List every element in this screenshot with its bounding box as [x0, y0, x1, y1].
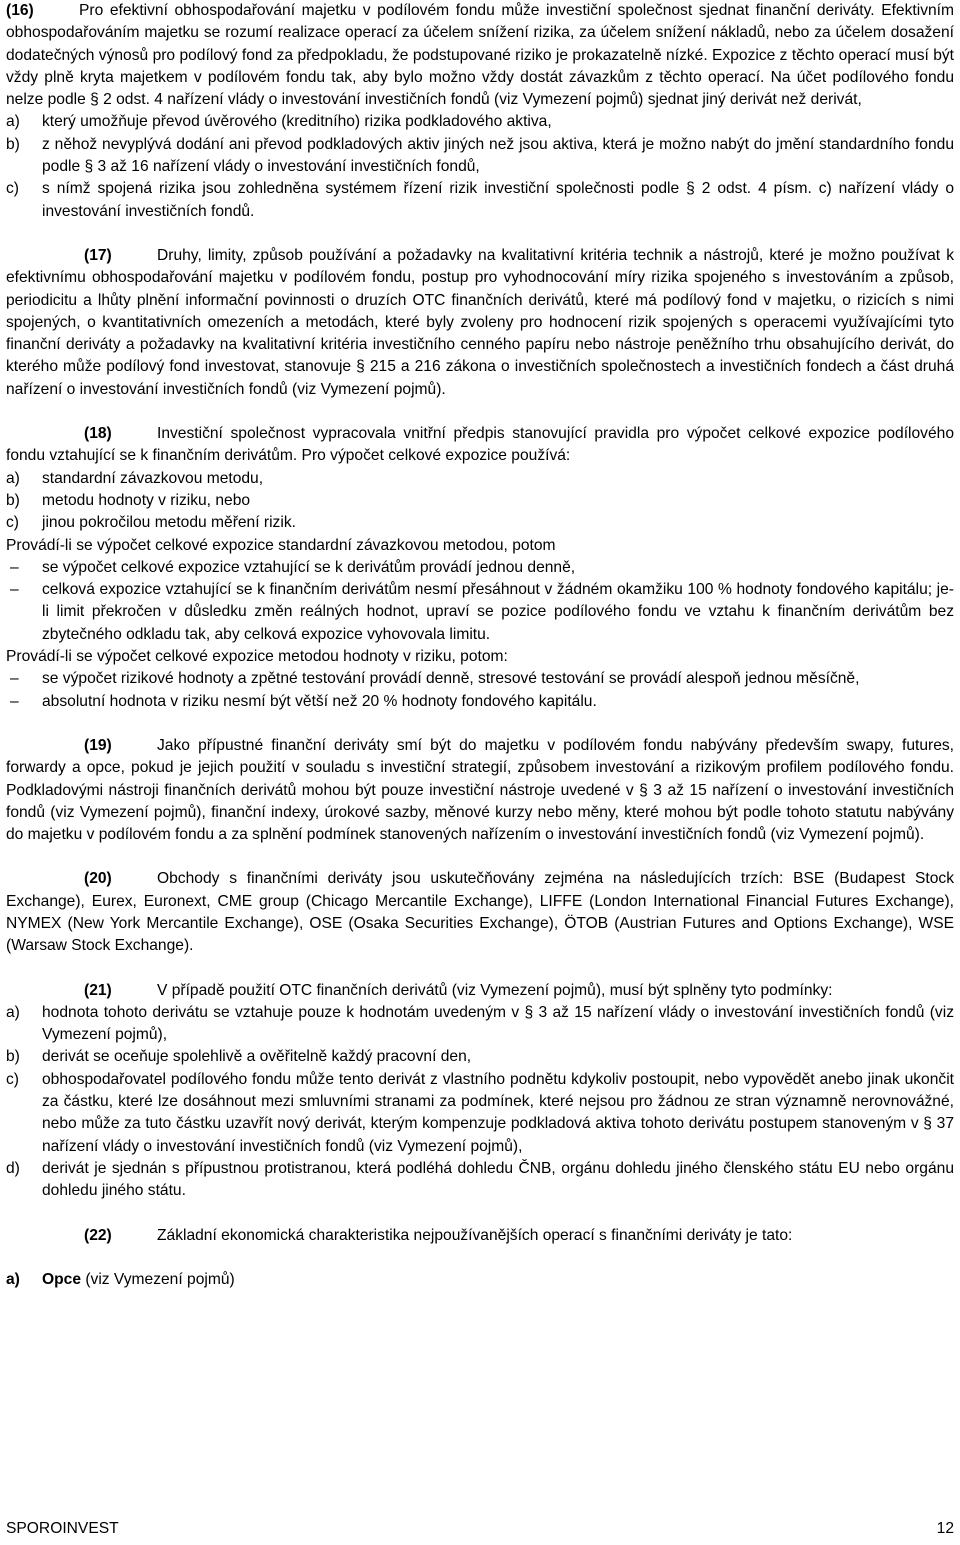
list-item: d) derivát je sjednán s přípustnou protistranou, která podléhá dohledu ČNB, orgánu dohledu jiného členského státu EU nebo orgánu dohledu jiného státu. [6, 1159, 954, 1200]
list-item: c) s nímž spojená rizika jsou zohledněna systémem řízení rizik investiční společnosti podle § 2 odst. 4 písm. c) nařízení vlády o investování investičních fondů. [6, 180, 954, 220]
paragraph-number: (19) [84, 736, 112, 754]
page-footer [6, 1518, 954, 1540]
paragraph-text: Pro efektivní obhospodařování majetku v podílovém fondu může investiční společnost sjednat finanční deriváty. Efektivním obhospodařováním majetku se rozumí realizace operací za účelem snížení rizika, za účelem snížení nákladů, nebo za účelem dosažení dodatečných výnosů pro podílový fond za předpokladu, že podstupované riziko je prokazatelně nízké. Expozice z těchto operací musí být vždy plně kryta majetkem v podílovém fondu tak, aby bylo možno vždy dostát závazkům z těchto operací. Na účet podílového fondu nelze podle § 2 odst. 4 nařízení vlády o investování investičních fondů (viz Vymezení pojmů) sjednat jiný derivát než derivát, [6, 2, 954, 109]
paragraph-number: (20) [84, 870, 112, 888]
footer-company: SPOROINVEST [6, 1520, 119, 1537]
paragraph-text: Druhy, limity, způsob používání a požadavky na kvalitativní kritéria technik a nástrojů, které je možno používat k efektivnímu obhospodařování majetku v podílovém fondu, postup pro vyhodnocování míry rizika spojeného s investováním a způsob, periodicitu a lhůty plnění informační povinnosti o druzích OTC finančních derivátů, které má podílový fond v majetku, o rizicích s nimi spojených, o kvantitativních omezeních a metodách, které byly zvoleny pro hodnocení rizik spojených s operacemi využívajícími tyto finanční deriváty a požadavky na kvalitativní kritéria investičního cenného papíru nebo nástroje peněžního trhu obsahujícího derivát, do kterého může podílový fond investovat, stanovuje § 215 a 216 zákona o investičních společnostech a investičních fondech a část druhá nařízení o investování investičních fondů (viz Vymezení pojmů). [6, 246, 954, 398]
paragraph-text: Obchody s finančními deriváty jsou uskutečňovány zejména na následujících trzích: BSE (Budapest Stock Exchange), Eurex, Euronext, CME group (Chicago Mercantile Exchange), LIFFE (London International Financial Futures Exchange), NYMEX (New York Mercantile Exchange), OSE (Osaka Securities Exchange), ÖTOB (Austrian Futures and Options Exchange), WSE (Warsaw Stock Exchange). [6, 870, 954, 955]
list-item: c) jinou pokročilou metodu měření rizik. [6, 514, 296, 532]
paragraph-18 [6, 423, 954, 468]
list-item: b) z něhož nevyplývá dodání ani převod podkladových aktiv jiných než jsou aktiva, která je možno nabýt do jmění standardního fondu podle § 3 až 16 nařízení vlády o investování investičních fondů, [6, 135, 954, 176]
page-number: 12 [936, 1520, 954, 1537]
list-item: b) derivát se oceňuje spolehlivě a ověřitelně každý pracovní den, [6, 1048, 472, 1066]
paragraph-number: (21) [84, 981, 112, 999]
list-item: a) hodnota tohoto derivátu se vztahuje pouze k hodnotám uvedeným v § 3 až 15 nařízení vlády o investování investičních fondů (viz Vymezení pojmů), [6, 1003, 954, 1044]
paragraph-16-list [6, 111, 954, 222]
paragraph-18-list [6, 468, 954, 535]
list-item: – absolutní hodnota v riziku nesmí být větší než 20 % hodnoty fondového kapitálu. [10, 692, 597, 710]
paragraph-text: Základní ekonomická charakteristika nejpoužívanějších operací s finančními deriváty je tato: [157, 1226, 793, 1244]
subsection-heading: a) Opce (viz Vymezení pojmů) [6, 1270, 235, 1288]
paragraph-text: Jako přípustné finanční deriváty smí být do majetku v podílovém fondu nabývány především swapy, futures, forwardy a opce, pokud je jejich použití v souladu s investiční strategií, způsobem investování a rizikovým profilem podílového fondu. Podkladovými nástroji finančních derivátů mohou být pouze investiční nástroje uvedené v § 3 až 15 nařízení o investování investičních fondů (viz Vymezení pojmů), finanční indexy, úrokové sazby, měnové kurzy nebo měny, které mohou být podle tohoto statutu nabývány do majetku v podílovém fondu a za splnění podmínek stanovených nařízením o investování investičních fondů (viz Vymezení pojmů). [6, 736, 954, 844]
paragraph-22 [6, 1225, 954, 1247]
paragraph-19 [6, 735, 954, 846]
paragraph-16 [6, 0, 954, 111]
lead-text: Provádí-li se výpočet celkové expozice standardní závazkovou metodou, potom [6, 536, 556, 554]
paragraph-number: (16) [6, 2, 34, 19]
subsection-note: (viz Vymezení pojmů) [85, 1270, 235, 1288]
paragraph-21 [6, 980, 954, 1002]
paragraph-number: (18) [84, 425, 112, 443]
lead-text: Provádí-li se výpočet celkové expozice metodou hodnoty v riziku, potom: [6, 648, 508, 666]
paragraph-text: V případě použití OTC finančních derivátů (viz Vymezení pojmů), musí být splněny tyto podmínky: [157, 981, 833, 999]
list-item: a) standardní závazkovou metodu, [6, 469, 264, 487]
paragraph-20 [6, 868, 954, 957]
list-item: c) obhospodařovatel podílového fondu může tento derivát z vlastního podnětu kdykoliv postoupit, nebo vypovědět anebo jinak ukončit za částku, které lze dosáhnout mezi smluvními stranami za podmínek, které nejsou pro žádnou ze stran významně nerovnovážné, nebo může za tuto částku uzavřít nový derivát, kterým kompenzuje podkladová aktiva tohoto derivátu postupem stanoveným v § 37 nařízení vlády o investování investičních fondů (viz Vymezení pojmů), [6, 1070, 954, 1155]
paragraph-21-list [6, 1002, 954, 1203]
list-item: – se výpočet rizikové hodnoty a zpětné testování provádí denně, stresové testování se provádí alespoň jednou měsíčně, [10, 670, 860, 688]
list-item: – se výpočet celkové expozice vztahující se k derivátům provádí jednou denně, [10, 558, 576, 576]
list-item: – celková expozice vztahující se k finančním derivátům nesmí přesáhnout v žádném okamžiku 100 % hodnoty fondového kapitálu; je-li limit překročen v důsledku změn reálných hodnot, upraví se pozice podílového fondu ve vztahu k finančním derivátům bez zbytečného odkladu tak, aby celková expozice vyhovovala limitu. [10, 581, 954, 643]
subsection-title: Opce [42, 1270, 81, 1288]
paragraph-text: Investiční společnost vypracovala vnitřní předpis stanovující pravidla pro výpočet celkové expozice podílového fondu vztahující se k finančním derivátům. Pro výpočet celkové expozice používá: [6, 425, 954, 465]
paragraph-number: (22) [84, 1226, 112, 1244]
list-item: b) metodu hodnoty v riziku, nebo [6, 491, 251, 509]
paragraph-17 [6, 245, 954, 401]
list-item: a) který umožňuje převod úvěrového (kreditního) rizika podkladového aktiva, [6, 113, 552, 131]
paragraph-number: (17) [84, 246, 112, 264]
dash-list [6, 557, 954, 646]
document-page [6, 0, 954, 1291]
dash-list [6, 668, 954, 713]
